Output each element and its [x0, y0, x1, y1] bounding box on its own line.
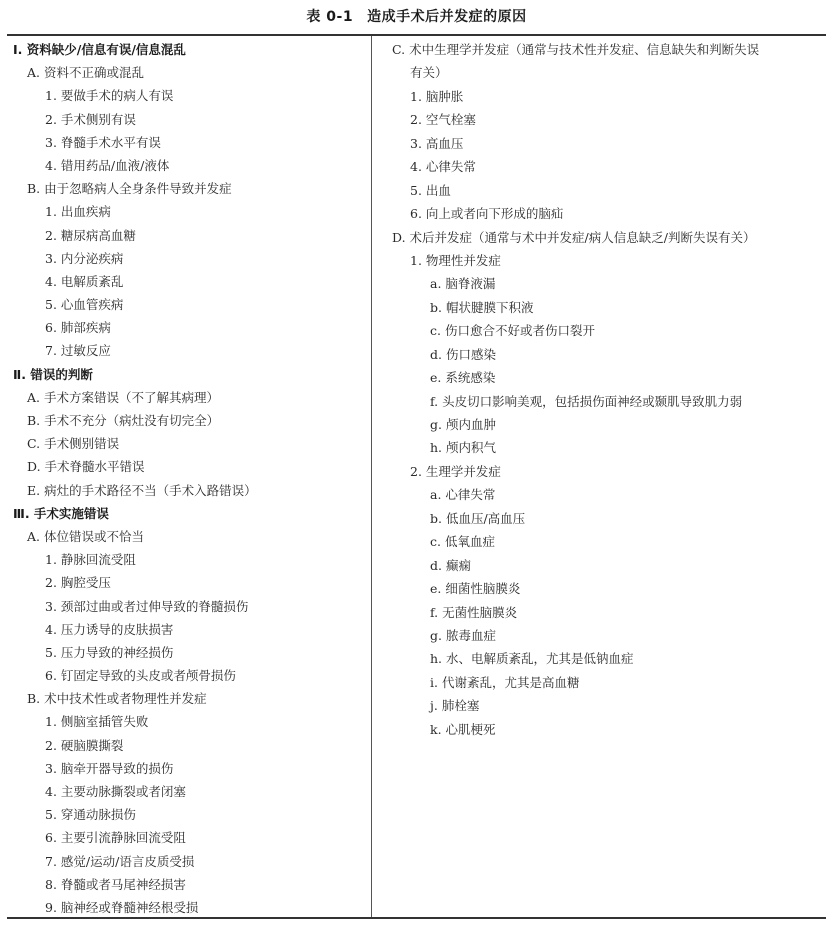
list-item: 7. 感觉/运动/语言皮质受损 — [45, 853, 195, 869]
category-item: C. 手术侧别错误 — [27, 436, 120, 452]
list-item: 6. 钉固定导致的头皮或者颅骨损伤 — [45, 668, 236, 684]
list-item: 5. 心血管疾病 — [45, 297, 124, 313]
list-item: 1. 脑肿胀 — [410, 88, 464, 104]
list-item: 1. 侧脑室插管失败 — [45, 714, 149, 730]
list-item: k. 心肌梗死 — [430, 721, 496, 737]
list-item: a. 脑脊液漏 — [430, 276, 496, 292]
list-item: i. 代谢紊乱，尤其是高血糖 — [430, 674, 580, 690]
section-heading: Ⅱ. 错误的判断 — [13, 366, 93, 382]
list-item: 3. 内分泌疾病 — [45, 250, 124, 266]
table-title — [0, 6, 833, 26]
list-item: 9. 脑神经或脊髓神经根受损 — [45, 899, 199, 915]
category-item: D. 手术脊髓水平错误 — [27, 459, 145, 475]
list-item: h. 水、电解质紊乱，尤其是低钠血症 — [430, 651, 634, 667]
list-item: 3. 颈部过曲或者过伸导致的脊髓损伤 — [45, 598, 249, 614]
list-item: j. 肺栓塞 — [430, 698, 480, 714]
list-item: 1. 出血疾病 — [45, 204, 111, 220]
list-item: 4. 压力诱导的皮肤损害 — [45, 621, 174, 637]
category-item-continuation: 有关） — [410, 65, 448, 81]
list-item: 2. 生理学并发症 — [410, 463, 501, 479]
category-item: B. 由于忽略病人全身条件导致并发症 — [27, 181, 232, 197]
list-item: 2. 胸腔受压 — [45, 575, 111, 591]
list-item: c. 伤口愈合不好或者伤口裂开 — [430, 323, 595, 339]
list-item: 6. 主要引流静脉回流受阻 — [45, 830, 186, 846]
list-item: 2. 硬脑膜撕裂 — [45, 737, 124, 753]
list-item: 2. 糖尿病高血糖 — [45, 227, 136, 243]
category-item: E. 病灶的手术路径不当（手术入路错误） — [27, 482, 257, 498]
list-item: 6. 肺部疾病 — [45, 320, 111, 336]
list-item: d. 癫痫 — [430, 557, 471, 573]
list-item: 2. 手术侧别有误 — [45, 111, 136, 127]
list-item: c. 低氧血症 — [430, 534, 495, 550]
table-number: 表 0-1 — [306, 9, 354, 25]
left-column — [13, 38, 365, 919]
list-item: f. 无菌性脑膜炎 — [430, 604, 518, 620]
category-item: B. 术中技术性或者物理性并发症 — [27, 691, 207, 707]
category-item: A. 手术方案错误（不了解其病理） — [27, 389, 219, 405]
table-top-rule — [7, 34, 826, 36]
list-item: a. 心律失常 — [430, 487, 496, 503]
category-item: A. 资料不正确或混乱 — [27, 65, 144, 81]
category-item: D. 术后并发症（通常与术中并发症/病人信息缺乏/判断失误有关） — [392, 229, 756, 245]
list-item: b. 低血压/高血压 — [430, 510, 526, 526]
list-item: 4. 心律失常 — [410, 159, 476, 175]
section-heading: Ⅰ. 资料缺少/信息有误/信息混乱 — [13, 42, 186, 57]
right-column — [392, 38, 826, 741]
list-item: 5. 出血 — [410, 182, 451, 198]
list-item: 5. 压力导致的神经损伤 — [45, 644, 174, 660]
category-item: A. 体位错误或不恰当 — [27, 528, 144, 544]
list-item: e. 细菌性脑膜炎 — [430, 581, 521, 597]
list-item: 6. 向上或者向下形成的脑疝 — [410, 206, 564, 222]
list-item: g. 颅内血肿 — [430, 417, 496, 432]
section-heading: Ⅲ. 手术实施错误 — [13, 505, 109, 521]
list-item: 1. 要做手术的病人有误 — [45, 88, 174, 104]
list-item: 2. 空气栓塞 — [410, 112, 476, 128]
list-item: f. 头皮切口影响美观，包括损伤面神经或颞肌导致肌力弱 — [430, 393, 743, 409]
list-item: 8. 脊髓或者马尾神经损害 — [45, 876, 186, 892]
list-item: 1. 静脉回流受阻 — [45, 552, 136, 568]
list-item: 7. 过敏反应 — [45, 343, 111, 359]
list-item: b. 帽状腱膜下积液 — [430, 299, 534, 315]
list-item: 1. 物理性并发症 — [410, 252, 501, 268]
list-item: 5. 穿通动脉损伤 — [45, 807, 136, 823]
list-item: 4. 电解质紊乱 — [45, 273, 124, 289]
list-item: 4. 主要动脉撕裂或者闭塞 — [45, 784, 186, 799]
table-caption: 造成手术后并发症的原因 — [367, 9, 527, 25]
list-item: d. 伤口感染 — [430, 346, 496, 362]
list-item: e. 系统感染 — [430, 370, 496, 386]
list-item: h. 颅内积气 — [430, 440, 496, 456]
column-divider — [371, 36, 372, 917]
list-item: 3. 脊髓手术水平有误 — [45, 134, 161, 150]
list-item: 4. 错用药品/血液/液体 — [45, 157, 170, 173]
list-item: 3. 脑牵开器导致的损伤 — [45, 760, 174, 776]
list-item: 3. 高血压 — [410, 135, 464, 151]
list-item: g. 脓毒血症 — [430, 627, 496, 643]
category-item: B. 手术不充分（病灶没有切完全） — [27, 413, 220, 428]
category-item: C. 术中生理学并发症（通常与技术性并发症、信息缺失和判断失误 — [392, 42, 760, 57]
